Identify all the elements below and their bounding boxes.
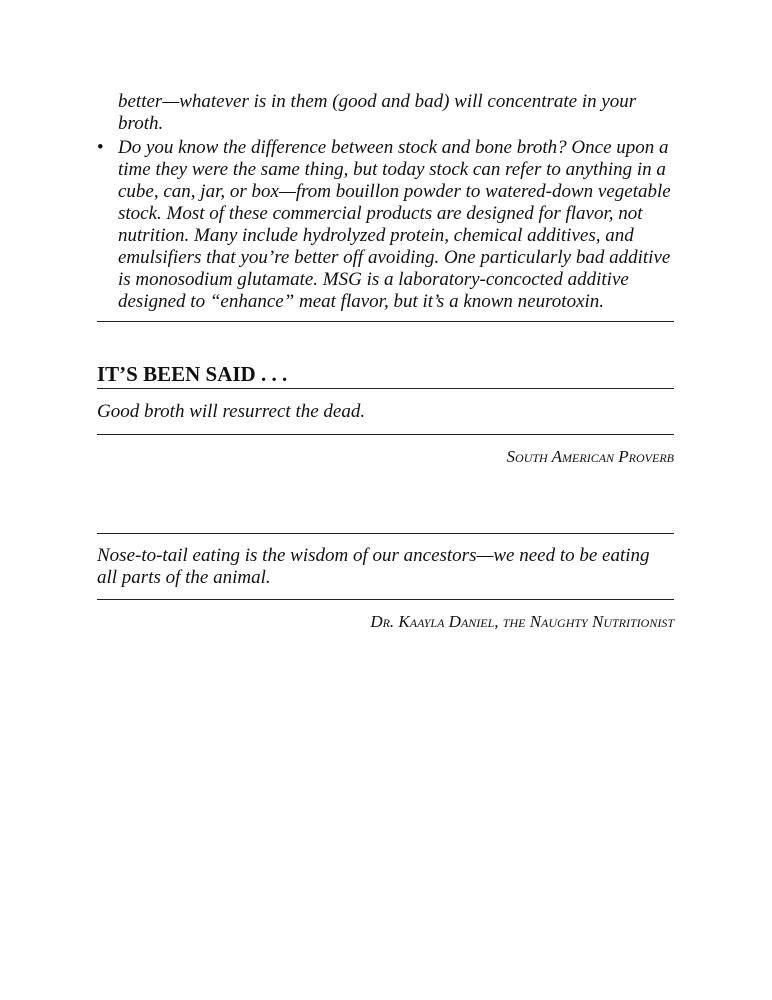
bullet-text: Do you know the difference between stock and bone broth? Once upon a time they were the same thing, but today stock can refer to anything in a cube, can, jar, or box—from bouillon powder to watered-down vegetable stock. Most of these commercial products are designed for flavor, not nutrition. Many include hydrolyzed protein, chemical additives, and emulsifiers that you’re better off avoiding. One particularly bad additive is monosodium glutamate. MSG is a laboratory-concocted additive designed to “enhance” meat flavor, but it’s a known neurotoxin. bbox=[118, 137, 671, 312]
quote-text: Good broth will resurrect the dead. bbox=[97, 401, 366, 422]
section-divider-rule bbox=[97, 321, 674, 322]
bullet-mark: • bbox=[97, 137, 104, 158]
quote-text: Nose-to-tail eating is the wisdom of our ancestors—we need to be eating all parts of the animal. bbox=[97, 545, 650, 588]
quote-top-rule bbox=[97, 533, 674, 534]
quote-attribution: South American Proverb bbox=[506, 447, 674, 466]
quote-bottom-rule bbox=[97, 599, 674, 600]
continued-paragraph: better—whatever is in them (good and bad) will concentrate in your broth. bbox=[118, 91, 637, 134]
quote-bottom-rule bbox=[97, 434, 674, 435]
section-heading: IT’S BEEN SAID . . . bbox=[97, 362, 288, 386]
quote-attribution: Dr. Kaayla Daniel, the Naughty Nutritionist bbox=[370, 612, 674, 631]
heading-underline-rule bbox=[97, 388, 674, 389]
